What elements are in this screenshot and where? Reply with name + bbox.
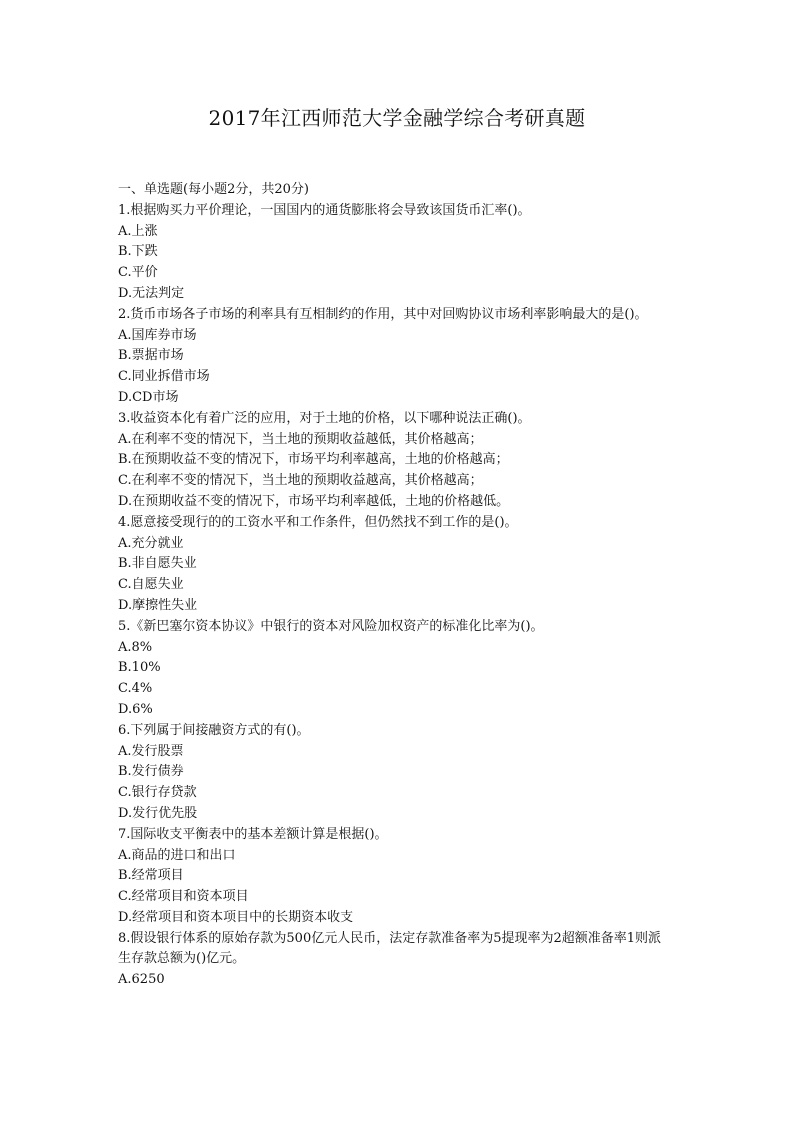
question-3 [118, 409, 674, 513]
option-d: D.经常项目和资本项目中的长期资本收支 [118, 909, 354, 925]
option-a: A.充分就业 [118, 535, 184, 551]
question-6 [118, 721, 674, 825]
option-c: C.自愿失业 [118, 577, 184, 593]
option-a: A.6250 [118, 972, 165, 988]
option-a: A.商品的进口和出口 [118, 847, 236, 863]
question-4 [118, 513, 674, 617]
option-b: B.票据市场 [118, 348, 184, 364]
option-c: C.同业拆借市场 [118, 369, 210, 385]
option-d: D.CD市场 [118, 389, 179, 405]
option-a: A.发行股票 [118, 743, 184, 759]
option-b: B.经常项目 [118, 868, 184, 884]
question-stem: 1.根据购买力平价理论，一国国内的通货膨胀将会导致该国货币汇率()。 [118, 202, 531, 218]
question-1 [118, 201, 674, 305]
option-b: B.10% [118, 660, 161, 676]
section-heading: 一、单选题(每小题2分，共20分) [118, 182, 309, 197]
page-title: 2017年江西师范大学金融学综合考研真题 [208, 106, 586, 130]
option-a: A.上涨 [118, 223, 158, 239]
option-b: B.在预期收益不变的情况下，市场平均利率越高，土地的价格越高； [118, 452, 509, 468]
option-c: C.经常项目和资本项目 [118, 889, 249, 905]
option-a: A.国库券市场 [118, 327, 197, 343]
question-stem: 6.下列属于间接融资方式的有()。 [118, 722, 310, 738]
question-stem: 2.货币市场各子市场的利率具有互相制约的作用，其中对回购协议市场利率影响最大的是()。 [118, 306, 648, 322]
option-a: A.在利率不变的情况下，当土地的预期收益越低，其价格越高； [118, 431, 483, 447]
option-d: D.在预期收益不变的情况下，市场平均利率越低，土地的价格越低。 [118, 493, 510, 509]
option-d: D.无法判定 [118, 285, 185, 301]
option-b: B.非自愿失业 [118, 556, 197, 572]
question-7 [118, 825, 674, 929]
question-2 [118, 305, 674, 409]
question-stem: 3.收益资本化有着广泛的应用，对于土地的价格，以下哪种说法正确()。 [118, 410, 531, 426]
question-5 [118, 617, 674, 721]
question-stem: 7.国际收支平衡表中的基本差额计算是根据()。 [118, 826, 388, 842]
option-b: B.下跌 [118, 244, 158, 260]
option-c: C.平价 [118, 265, 158, 281]
option-d: D.发行优先股 [118, 805, 198, 821]
option-c: C.银行存贷款 [118, 785, 197, 801]
question-stem: 5.《新巴塞尔资本协议》中银行的资本对风险加权资产的标准化比率为()。 [118, 618, 544, 634]
option-d: D.摩擦性失业 [118, 597, 198, 613]
option-d: D.6% [118, 701, 153, 717]
question-body [118, 180, 674, 991]
option-c: C.4% [118, 681, 153, 697]
question-8 [118, 929, 674, 991]
option-b: B.发行债券 [118, 764, 184, 780]
question-stem: 8.假设银行体系的原始存款为500亿元人民币，法定存款准备率为5提现率为2超额准备率1则派生存款总额为()亿元。 [118, 930, 662, 967]
question-stem: 4.愿意接受现行的的工资水平和工作条件，但仍然找不到工作的是()。 [118, 514, 518, 530]
option-c: C.在利率不变的情况下，当土地的预期收益越高，其价格越高； [118, 473, 483, 489]
option-a: A.8% [118, 639, 153, 655]
